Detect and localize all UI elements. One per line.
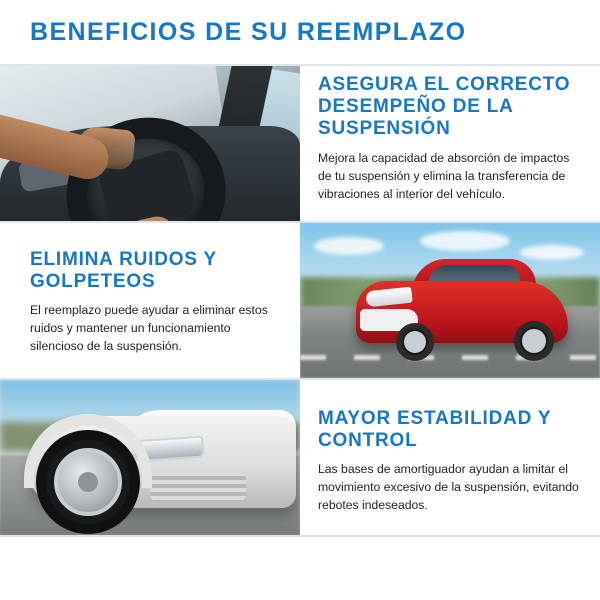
benefit-text-2	[0, 223, 300, 378]
benefit-text-3	[300, 380, 600, 535]
image-red-car	[300, 223, 600, 378]
benefit-section-1	[0, 66, 600, 221]
rear-rim-shape	[522, 329, 546, 353]
page-title: BENEFICIOS DE SU REEMPLAZO	[30, 17, 467, 46]
benefit-title-1: ASEGURA EL CORRECTO DESEMPEÑO DE LA SUSPENSIÓN	[318, 74, 571, 140]
image-steering-wheel	[0, 66, 300, 221]
road-marking-shape	[300, 355, 600, 360]
benefit-body-3: Las bases de amortiguador ayudan a limitar el movimiento excesivo de la suspensión, evitando rebotes indeseados.	[318, 462, 579, 513]
benefit-text-1	[300, 66, 600, 221]
benefit-body-1: Mejora la capacidad de absorción de impactos de tu suspensión y elimina la transferencia de vibraciones al interior del vehículo.	[318, 150, 570, 201]
benefit-body-2: El reemplazo puede ayudar a eliminar estos ruidos y mantener un funcionamiento silencioso de la suspensión.	[30, 303, 268, 354]
grille-shape	[150, 472, 246, 502]
hand-upper-shape	[76, 125, 136, 171]
hub-shape	[78, 472, 98, 492]
front-rim-shape	[404, 331, 426, 353]
benefit-section-2	[0, 223, 600, 378]
cloud-shape	[520, 245, 584, 260]
cloud-shape	[420, 231, 510, 251]
benefit-section-3	[0, 380, 600, 535]
benefit-title-2: ELIMINA RUIDOS Y GOLPETEOS	[30, 249, 217, 293]
benefit-title-3: MAYOR ESTABILIDAD Y CONTROL	[318, 408, 552, 452]
image-white-car-wheel	[0, 380, 300, 535]
cloud-shape	[314, 237, 384, 255]
divider-bottom	[0, 535, 600, 537]
header	[0, 0, 600, 64]
